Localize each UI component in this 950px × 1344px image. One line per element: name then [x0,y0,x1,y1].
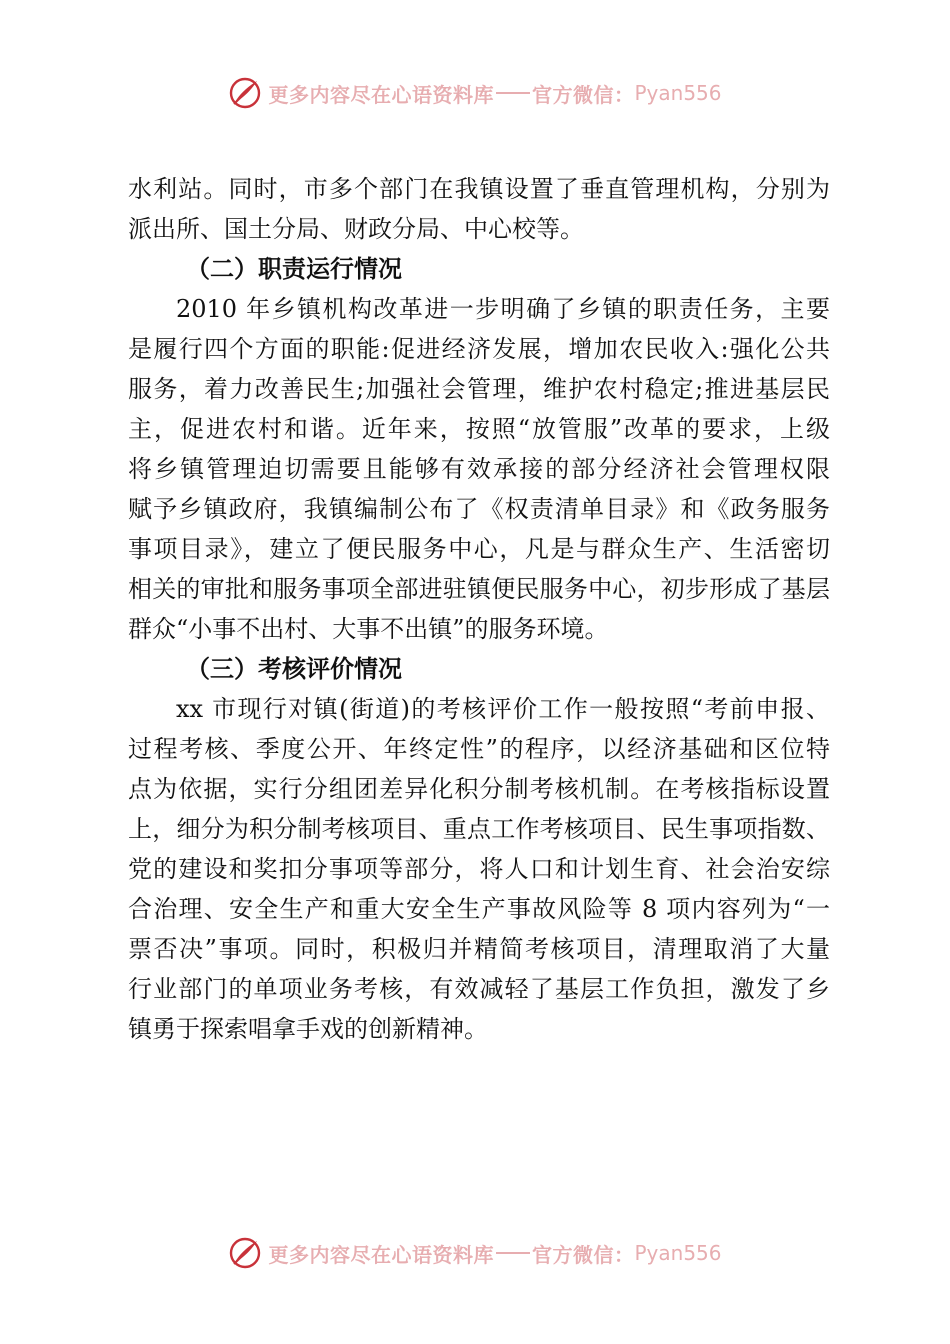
quill-logo-icon [228,1236,262,1270]
paragraph-line: 事项目录》，建立了便民服务中心，凡是与群众生产、生活密切 [128,535,830,563]
paragraph-line: 行业部门的单项业务考核，有效减轻了基层工作负担，激发了乡 [128,975,830,1003]
quill-logo-icon [228,76,262,110]
watermark-text: 更多内容尽在心语资料库 [268,1242,494,1267]
document-body [128,169,830,1049]
paragraph-line: 镇勇于探索唱拿手戏的创新精神。 [128,1015,488,1043]
section-heading: （二）职责运行情况 [186,255,402,283]
watermark-code: Pyan556 [634,1241,722,1265]
paragraph-line: 票否决”事项。同时，积极归并精简考核项目，清理取消了大量 [128,935,830,963]
header-watermark [0,73,950,113]
paragraph-line: 点为依据，实行分组团差异化积分制考核机制。在考核指标设置 [128,775,830,803]
watermark-dash [496,92,530,94]
paragraph-line: 2010 年乡镇机构改革进一步明确了乡镇的职责任务，主要 [176,295,830,323]
paragraph-line: 群众“小事不出村、大事不出镇”的服务环境。 [128,615,609,643]
paragraph-line: 主，促进农村和谐。近年来，按照“放管服”改革的要求，上级 [128,415,830,443]
paragraph-line: 合治理、安全生产和重大安全生产事故风险等 8 项内容列为“一 [128,895,830,923]
paragraph-line: 相关的审批和服务事项全部进驻镇便民服务中心，初步形成了基层 [128,575,830,603]
section-heading: （三）考核评价情况 [186,655,402,683]
paragraph-line: xx 市现行对镇(街道)的考核评价工作一般按照“考前申报、 [176,695,830,723]
watermark-text: 更多内容尽在心语资料库 [268,82,494,107]
paragraph-line: 赋予乡镇政府，我镇编制公布了《权责清单目录》和《政务服务 [128,495,830,523]
watermark-code: Pyan556 [634,81,722,105]
paragraph-line: 上，细分为积分制考核项目、重点工作考核项目、民生事项指数、 [128,815,830,843]
paragraph-line: 水利站。同时，市多个部门在我镇设置了垂直管理机构，分别为 [128,175,830,203]
paragraph-line: 党的建设和奖扣分事项等部分，将人口和计划生育、社会治安综 [128,855,830,883]
paragraph-line: 将乡镇管理迫切需要且能够有效承接的部分经济社会管理权限 [128,455,830,483]
watermark-suffix: 官方微信： [531,82,635,107]
paragraph-line: 服务，着力改善民生;加强社会管理，维护农村稳定;推进基层民 [128,375,830,403]
paragraph-line: 派出所、国土分局、财政分局、中心校等。 [128,215,584,243]
paragraph-line: 过程考核、季度公开、年终定性”的程序，以经济基础和区位特 [128,735,830,763]
paragraph-line: 是履行四个方面的职能:促进经济发展，增加农民收入:强化公共 [128,335,830,363]
footer-watermark [0,1233,950,1273]
watermark-suffix: 官方微信： [531,1242,635,1267]
watermark-dash [496,1252,530,1254]
